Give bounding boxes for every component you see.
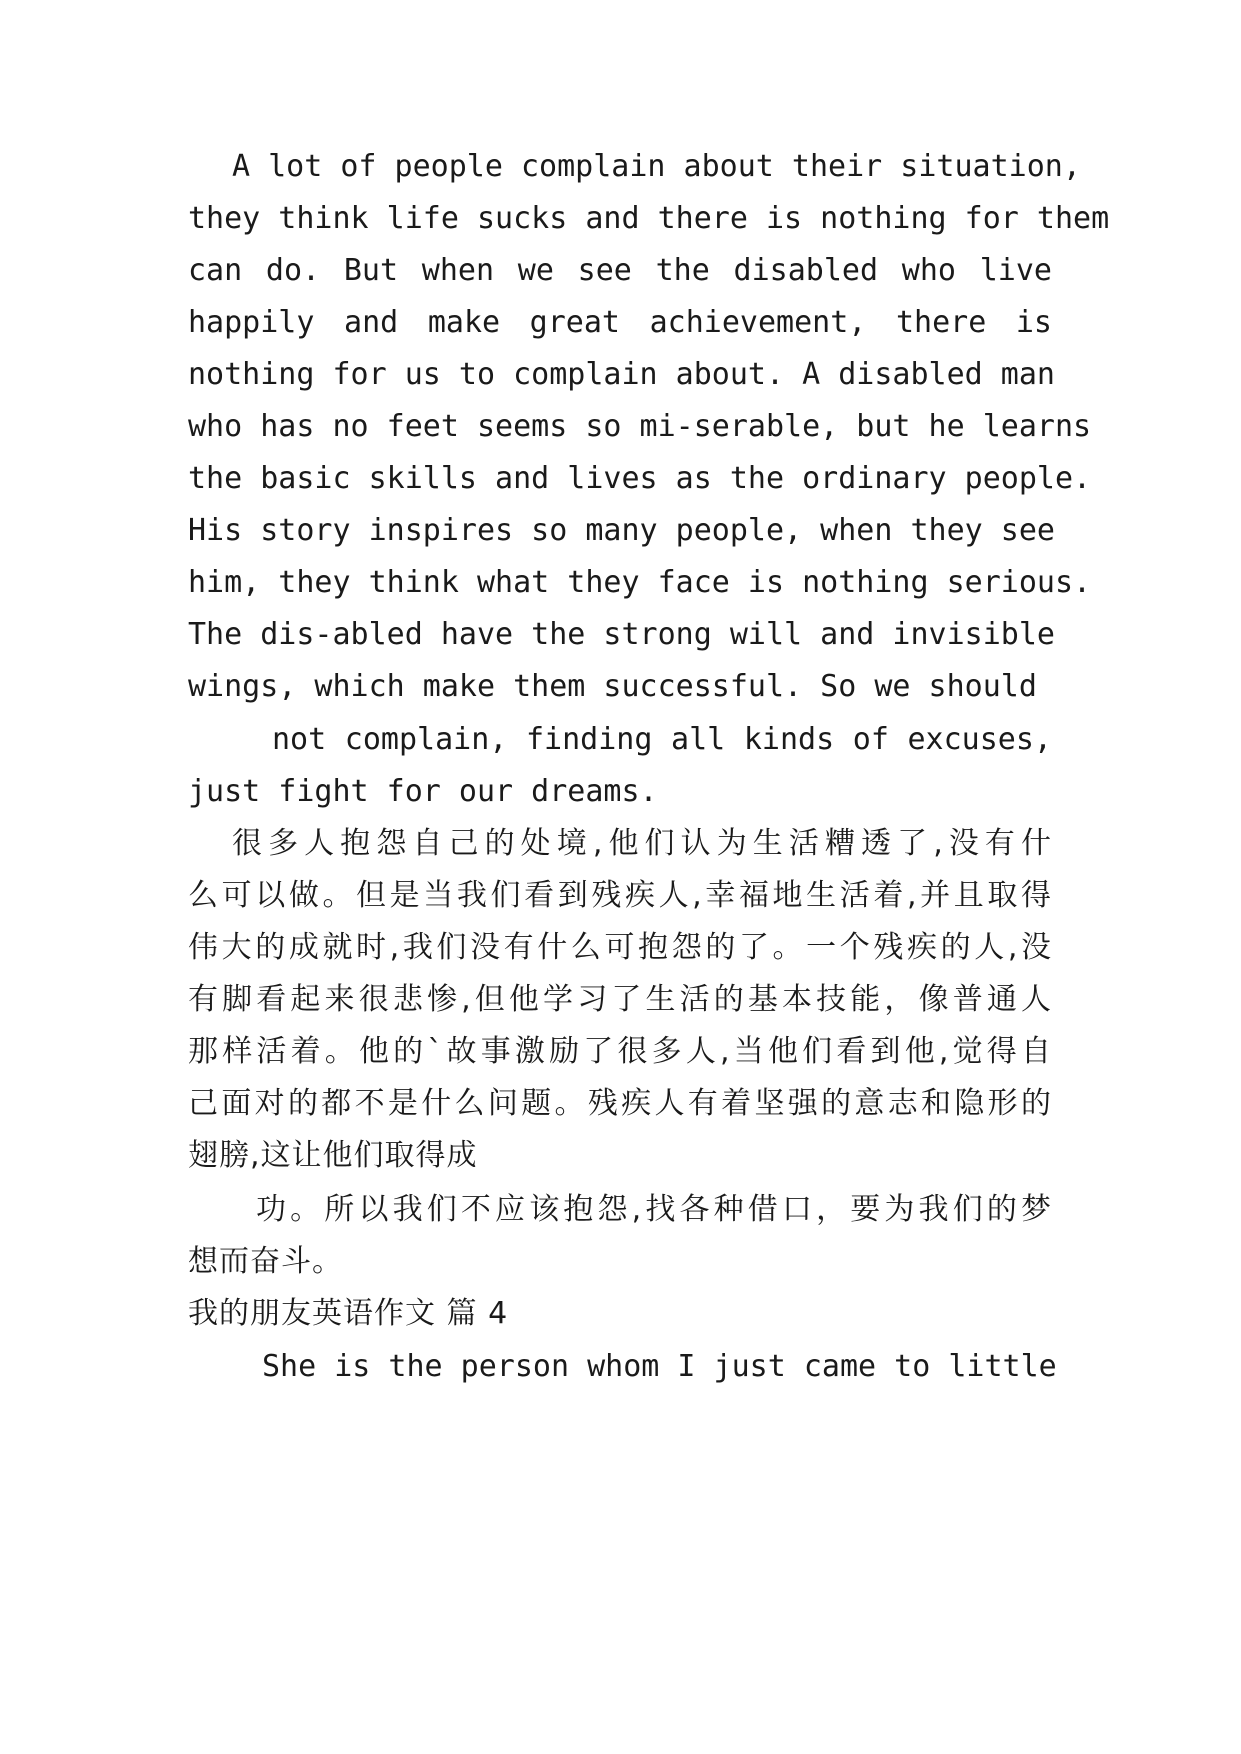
english-line-10: The dis-abled have the strong will and invisible	[188, 617, 1055, 652]
english-line-4: happily and make great achievement, there is	[188, 305, 1052, 340]
english-line-11: wings, which make them successful. So we should	[188, 669, 1037, 704]
english-line-5: nothing for us to complain about. A disabled man	[188, 357, 1055, 392]
chinese-line-9: 想而奋斗。	[188, 1244, 343, 1279]
section-heading: 我的朋友英语作文 篇 4	[188, 1296, 509, 1331]
english-line-6: who has no feet seems so mi-serable, but he learns	[188, 409, 1092, 444]
english-line-9: him, they think what they face is nothing serious.	[188, 565, 1092, 600]
chinese-line-7: 翅膀,这让他们取得成	[188, 1138, 478, 1173]
chinese-line-8: 功。所以我们不应该抱怨,找各种借口，要为我们的梦	[256, 1192, 1052, 1227]
english-line-8: His story inspires so many people, when they see	[188, 513, 1055, 548]
chinese-line-6: 己面对的都不是什么问题。残疾人有着坚强的意志和隐形的	[188, 1086, 1052, 1121]
english-line-7: the basic skills and lives as the ordinary people.	[188, 461, 1092, 496]
chinese-line-3: 伟大的成就时,我们没有什么可抱怨的了。一个残疾的人,没	[188, 930, 1052, 965]
chinese-line-5: 那样活着。他的`故事激励了很多人,当他们看到他,觉得自	[188, 1034, 1052, 1069]
english-line-1: A lot of people complain about their situation,	[232, 149, 1081, 184]
next-paragraph-line-1: She is the person whom I just came to little	[262, 1349, 1057, 1384]
english-line-2: they think life sucks and there is nothing for them	[188, 201, 1110, 236]
chinese-line-1: 很多人抱怨自己的处境,他们认为生活糟透了,没有什	[232, 826, 1052, 861]
english-line-13: just fight for our dreams.	[188, 774, 658, 809]
chinese-line-4: 有脚看起来很悲惨,但他学习了生活的基本技能，像普通人	[188, 982, 1052, 1017]
chinese-line-2: 么可以做。但是当我们看到残疾人,幸福地生活着,并且取得	[188, 878, 1052, 913]
english-line-3: can do. But when we see the disabled who live	[188, 253, 1052, 288]
english-line-12: not complain, finding all kinds of excuses,	[272, 722, 1052, 757]
